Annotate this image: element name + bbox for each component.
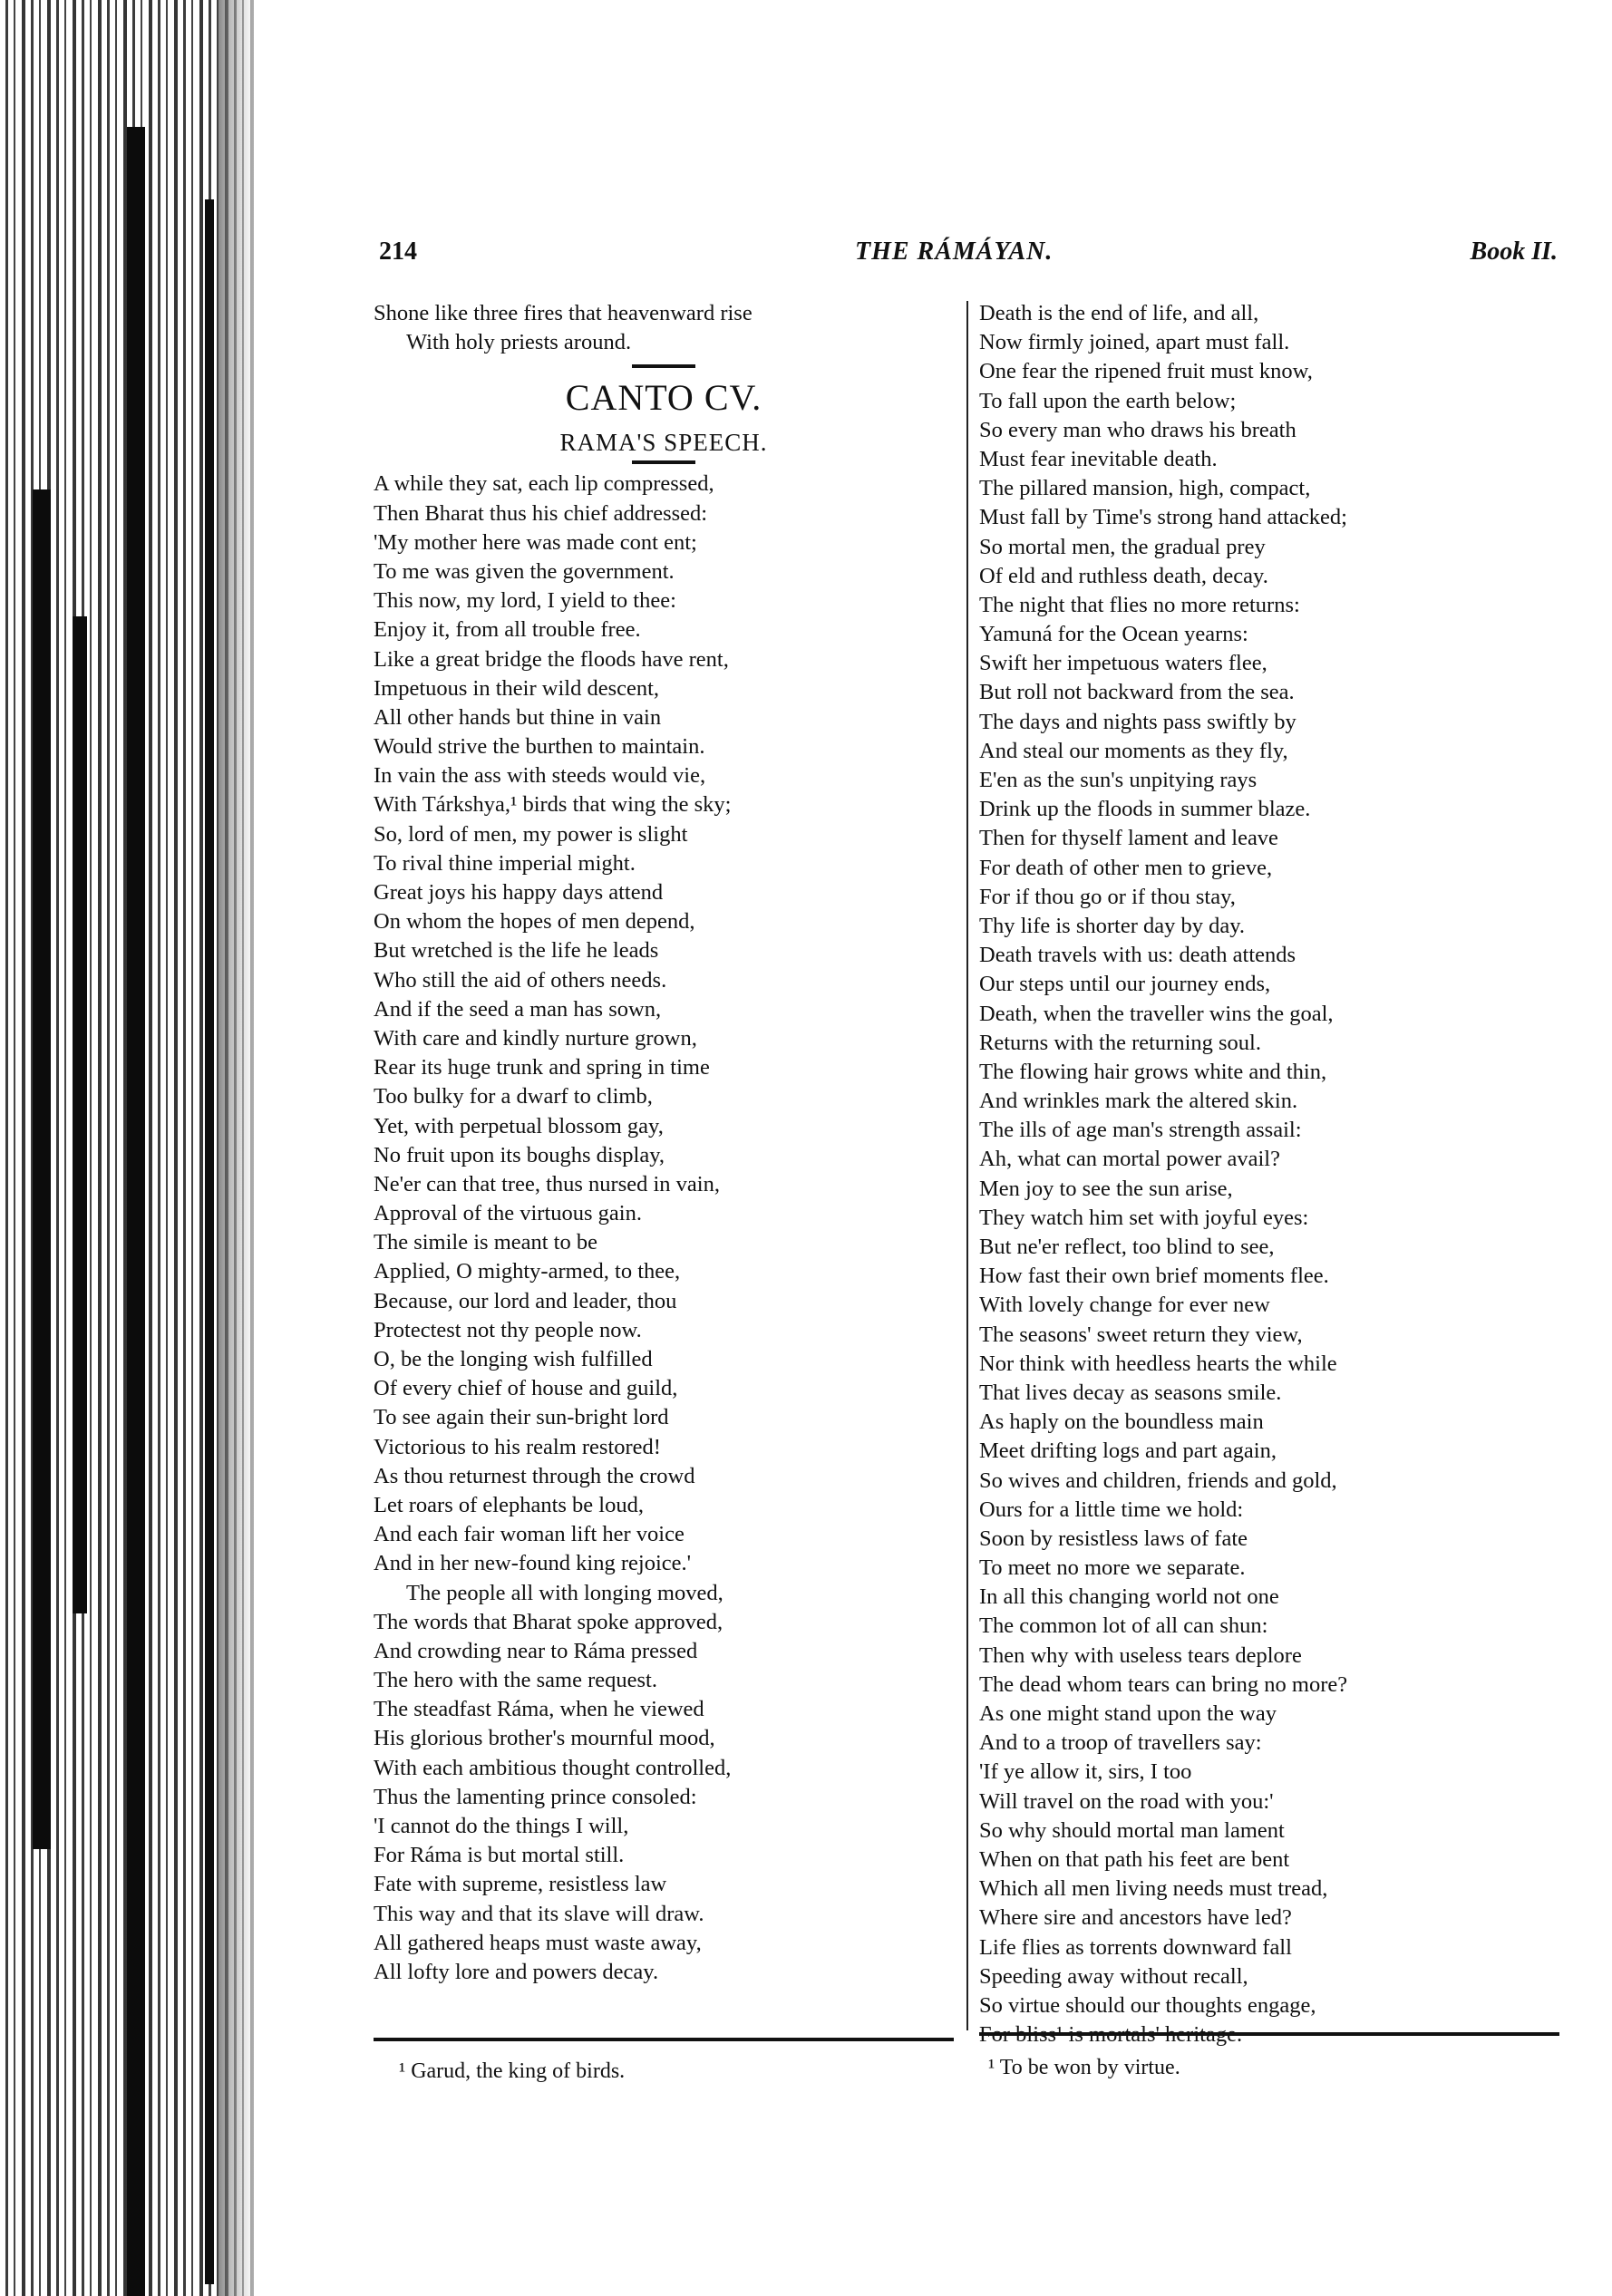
verse-line: E'en as the sun's unpitying rays (979, 768, 1258, 792)
verse-line: The steadfast Ráma, when he viewed (374, 1697, 704, 1722)
verse-line: With holy priests around. (406, 330, 632, 355)
verse-line: Life flies as torrents downward fall (979, 1934, 1292, 1960)
verse-line: Impetuous in their wild descent, (374, 675, 660, 701)
verse-line: Then for thyself lament and leave (979, 826, 1278, 851)
verse-line: Then Bharat thus his chief addressed: (374, 500, 708, 526)
verse-line: Because, our lord and leader, thou (374, 1288, 677, 1313)
verse-line: 'My mother here was made cont ent; (374, 529, 697, 555)
verse-line: So every man who draws his breath (979, 417, 1296, 442)
verse-line: Soon by resistless laws of fate (979, 1526, 1248, 1551)
footnote-left: ¹ Garud, the king of birds. (399, 2059, 626, 2083)
verse-line: Fate with supreme, resistless law (374, 1872, 667, 1897)
footnote-rule-right (979, 2032, 1559, 2036)
verse-line: The hero with the same request. (374, 1668, 657, 1693)
verse-line: Death is the end of life, and all, (979, 301, 1259, 325)
verse-line: The days and nights pass swiftly by (979, 709, 1296, 734)
verse-line: The seasons' sweet return they view, (979, 1322, 1303, 1347)
verse-line: With lovely change for ever new (979, 1293, 1270, 1318)
verse-line: Enjoy it, from all trouble free. (374, 617, 641, 643)
verse-line: Protectest not thy people now. (374, 1317, 642, 1342)
verse-line: Shone like three fires that heavenward rise (374, 301, 753, 325)
verse-line: 'I cannot do the things I will, (374, 1814, 629, 1838)
verse-line: Swift her impetuous waters flee, (979, 651, 1267, 676)
book-label: Book II. (1470, 237, 1558, 266)
verse-line: The simile is meant to be (374, 1230, 597, 1255)
verse-line: All gathered heaps must waste away, (374, 1930, 702, 1955)
verse-line: Let roars of elephants be loud, (374, 1492, 644, 1517)
verse-line: The ills of age man's strength assail: (979, 1118, 1302, 1143)
verse-line: The common lot of all can shun: (979, 1613, 1268, 1639)
verse-line: Victorious to his realm restored! (374, 1434, 661, 1459)
verse-line: That lives decay as seasons smile. (979, 1380, 1282, 1405)
column-divider (966, 301, 968, 2030)
left-verse-lines (374, 470, 954, 1987)
verse-line: Would strive the burthen to maintain. (374, 734, 705, 760)
verse-line: One fear the ripened fruit must know, (979, 359, 1313, 384)
verse-line: And each fair woman lift her voice (374, 1522, 685, 1547)
verse-line: Of every chief of house and guild, (374, 1376, 678, 1401)
scan-edge-band (127, 127, 145, 2296)
verse-line: Yamuná for the Ocean yearns: (979, 622, 1248, 647)
verse-line: Ours for a little time we hold: (979, 1497, 1244, 1522)
verse-line: Nor think with heedless hearts the while (979, 1351, 1337, 1376)
verse-line: Now firmly joined, apart must fall. (979, 330, 1290, 355)
verse-line: In all this changing world not one (979, 1584, 1279, 1610)
verse-line: And in her new-found king rejoice.' (374, 1551, 692, 1576)
verse-line: Men joy to see the sun arise, (979, 1176, 1233, 1201)
verse-line: On whom the hopes of men depend, (374, 909, 695, 935)
scan-edge-band (33, 489, 51, 1849)
verse-line: Where sire and ancestors have led? (979, 1905, 1292, 1931)
canto-title: CANTO CV. (565, 377, 762, 419)
verse-line: Must fall by Time's strong hand attacked; (979, 505, 1347, 530)
scan-edge-shadow (218, 0, 254, 2296)
verse-line: Approval of the virtuous gain. (374, 1201, 642, 1226)
page-header (379, 237, 1558, 274)
verse-line: To me was given the government. (374, 558, 675, 584)
verse-line: Our steps until our journey ends, (979, 972, 1271, 997)
verse-line: The pillared mansion, high, compact, (979, 476, 1311, 501)
verse-line: And steal our moments as they fly, (979, 738, 1288, 763)
verse-line: Too bulky for a dwarf to climb, (374, 1084, 653, 1109)
page-number: 214 (379, 237, 417, 266)
verse-line: Who still the aid of others needs. (374, 967, 667, 993)
verse-line: Ah, what can mortal power avail? (979, 1147, 1280, 1172)
verse-line: So, lord of men, my power is slight (374, 821, 688, 847)
verse-line: In vain the ass with steeds would vie, (374, 763, 706, 789)
verse-line: So wives and children, friends and gold, (979, 1468, 1337, 1493)
verse-line: Will travel on the road with you:' (979, 1788, 1274, 1814)
verse-line: A while they sat, each lip compressed, (374, 471, 714, 497)
verse-line: O, be the longing wish fulfilled (374, 1347, 653, 1371)
verse-line: Like a great bridge the floods have rent, (374, 646, 729, 672)
verse-line: Great joys his happy days attend (374, 880, 664, 905)
verse-line: As haply on the boundless main (979, 1410, 1264, 1435)
verse-line: How fast their own brief moments flee. (979, 1264, 1329, 1289)
verse-line: As thou returnest through the crowd (374, 1463, 695, 1488)
verse-line: When on that path his feet are bent (979, 1846, 1290, 1872)
right-column (979, 299, 1578, 2049)
verse-line: This now, my lord, I yield to thee: (374, 588, 676, 614)
verse-line: All lofty lore and powers decay. (374, 1959, 659, 1984)
verse-line: Of eld and ruthless death, decay. (979, 563, 1268, 588)
ornament-dash (632, 460, 695, 464)
verse-line: Rear its huge trunk and spring in time (374, 1055, 710, 1080)
footnote-right: ¹ To be won by virtue. (988, 2056, 1180, 2079)
verse-line: Thy life is shorter day by day. (979, 913, 1246, 938)
canto-subtitle: RAMA'S SPEECH. (559, 429, 768, 457)
verse-line: And wrinkles mark the altered skin. (979, 1089, 1298, 1114)
verse-line: With each ambitious thought controlled, (374, 1755, 732, 1780)
left-column (374, 299, 954, 1987)
verse-line: The words that Bharat spoke approved, (374, 1609, 723, 1634)
verse-line: Death travels with us: death attends (979, 943, 1296, 968)
verse-line: All other hands but thine in vain (374, 704, 662, 730)
verse-line: But roll not backward from the sea. (979, 680, 1295, 705)
verse-line: Ne'er can that tree, thus nursed in vain, (374, 1171, 720, 1196)
verse-line: So virtue should our thoughts engage, (979, 1992, 1316, 2018)
verse-line: To rival thine imperial might. (374, 850, 636, 876)
verse-line: To meet no more we separate. (979, 1555, 1246, 1581)
verse-line: Drink up the floods in summer blaze. (979, 797, 1311, 822)
verse-line: As one might stand upon the way (979, 1701, 1277, 1726)
verse-line: Speeding away without recall, (979, 1963, 1248, 1989)
verse-line: The people all with longing moved, (406, 1580, 723, 1605)
verse-line: Death, when the traveller wins the goal, (979, 1001, 1334, 1026)
verse-line: Applied, O mighty-armed, to thee, (374, 1259, 681, 1284)
verse-line: So why should mortal man lament (979, 1817, 1285, 1843)
scan-edge-band (73, 616, 87, 1613)
verse-line: And to a troop of travellers say: (979, 1730, 1262, 1756)
verse-line: Meet drifting logs and part again, (979, 1439, 1277, 1464)
verse-line: So mortal men, the gradual prey (979, 534, 1266, 559)
scan-edge-band (205, 199, 214, 2284)
verse-line: The flowing hair grows white and thin, (979, 1059, 1327, 1084)
verse-line: Yet, with perpetual blossom gay, (374, 1113, 664, 1138)
verse-line: Returns with the returning soul. (979, 1030, 1261, 1055)
verse-line: His glorious brother's mournful mood, (374, 1726, 715, 1751)
right-verse-lines (979, 299, 1578, 2049)
verse-line: With care and kindly nurture grown, (374, 1025, 697, 1051)
verse-line: Must fear inevitable death. (979, 446, 1218, 471)
running-title: THE RÁMÁYAN. (855, 237, 1054, 266)
verse-line: To see again their sun-bright lord (374, 1405, 669, 1430)
footnote-rule-left (374, 2038, 954, 2041)
verse-line: No fruit upon its boughs display, (374, 1142, 665, 1167)
verse-line: And if the seed a man has sown, (374, 996, 662, 1022)
verse-line: 'If ye allow it, sirs, I too (979, 1759, 1192, 1785)
verse-line: Which all men living needs must tread, (979, 1876, 1328, 1902)
verse-line: Then why with useless tears deplore (979, 1642, 1302, 1668)
ornament-dash (632, 364, 695, 368)
verse-line: With Tárkshya,¹ birds that wing the sky; (374, 792, 732, 818)
verse-line: They watch him set with joyful eyes: (979, 1205, 1309, 1230)
verse-line: But wretched is the life he leads (374, 938, 659, 964)
verse-line: Thus the lamenting prince consoled: (374, 1784, 697, 1809)
verse-line: For if thou go or if thou stay, (979, 884, 1236, 909)
verse-line: To fall upon the earth below; (979, 388, 1237, 413)
verse-line: And crowding near to Ráma pressed (374, 1638, 698, 1663)
verse-line: For Ráma is but mortal still. (374, 1843, 625, 1868)
verse-line: The night that flies no more returns: (979, 592, 1300, 617)
verse-line: But ne'er reflect, too blind to see, (979, 1235, 1275, 1259)
verse-line: This way and that its slave will draw. (374, 1901, 704, 1926)
verse-line: For death of other men to grieve, (979, 855, 1273, 880)
verse-line: The dead whom tears can bring no more? (979, 1671, 1348, 1697)
